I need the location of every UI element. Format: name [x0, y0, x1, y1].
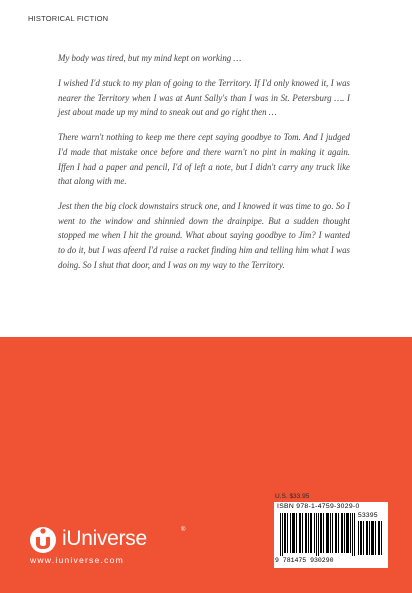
- publisher-name: iUniverse: [62, 527, 147, 550]
- excerpt-paragraph: I wished I'd stuck to my plan of going to the Territory. If I'd only knowed it, I was nearer the Territory when I was at Aunt Sally's than I was in St. Petersburg …. I jest about made up my mind to sneak out and go right then …: [58, 78, 350, 118]
- genre-label: HISTORICAL FICTION: [28, 14, 109, 23]
- isbn-label: ISBN 978-1-4759-3029-0: [277, 503, 360, 510]
- publisher-url: www.iuniverse.com: [30, 555, 124, 565]
- ean-barcode: [280, 513, 356, 556]
- book-excerpt: [58, 51, 350, 283]
- excerpt-paragraph: My body was tired, but my mind kept on working …: [58, 53, 242, 63]
- price-addon-code: 53395: [358, 512, 378, 519]
- publisher-logo: [28, 524, 198, 564]
- price-label: U.S. $33.95: [275, 493, 310, 500]
- excerpt-paragraph: There warn't nothing to keep me there cept saying goodbye to Tom. And I judged I'd made that mistake once before and there warn't no pint in making it again. Iffen I had a paper and pencil, I'd of left a note, but I didn't carry any truck like that along with me.: [58, 132, 350, 187]
- registered-mark: ®: [181, 527, 186, 533]
- barcode-block: [274, 502, 388, 568]
- iuniverse-logo-icon: [28, 524, 58, 554]
- cover-bottom-band: [0, 337, 412, 593]
- barcode-digits: 9 781475 930290: [275, 557, 334, 564]
- addon-barcode: [358, 521, 384, 555]
- excerpt-paragraph: Jest then the big clock downstairs struck one, and I knowed it was time to go. So I went to the window and shinnied down the drainpipe. But a sudden thought stopped me when I hit the ground. What about saying goodbye to Jim? I wanted to do it, but I was afeerd I'd raise a racket finding him and telling him what I was doing. So I shut that door, and I was on my way to the Territory.: [58, 201, 350, 270]
